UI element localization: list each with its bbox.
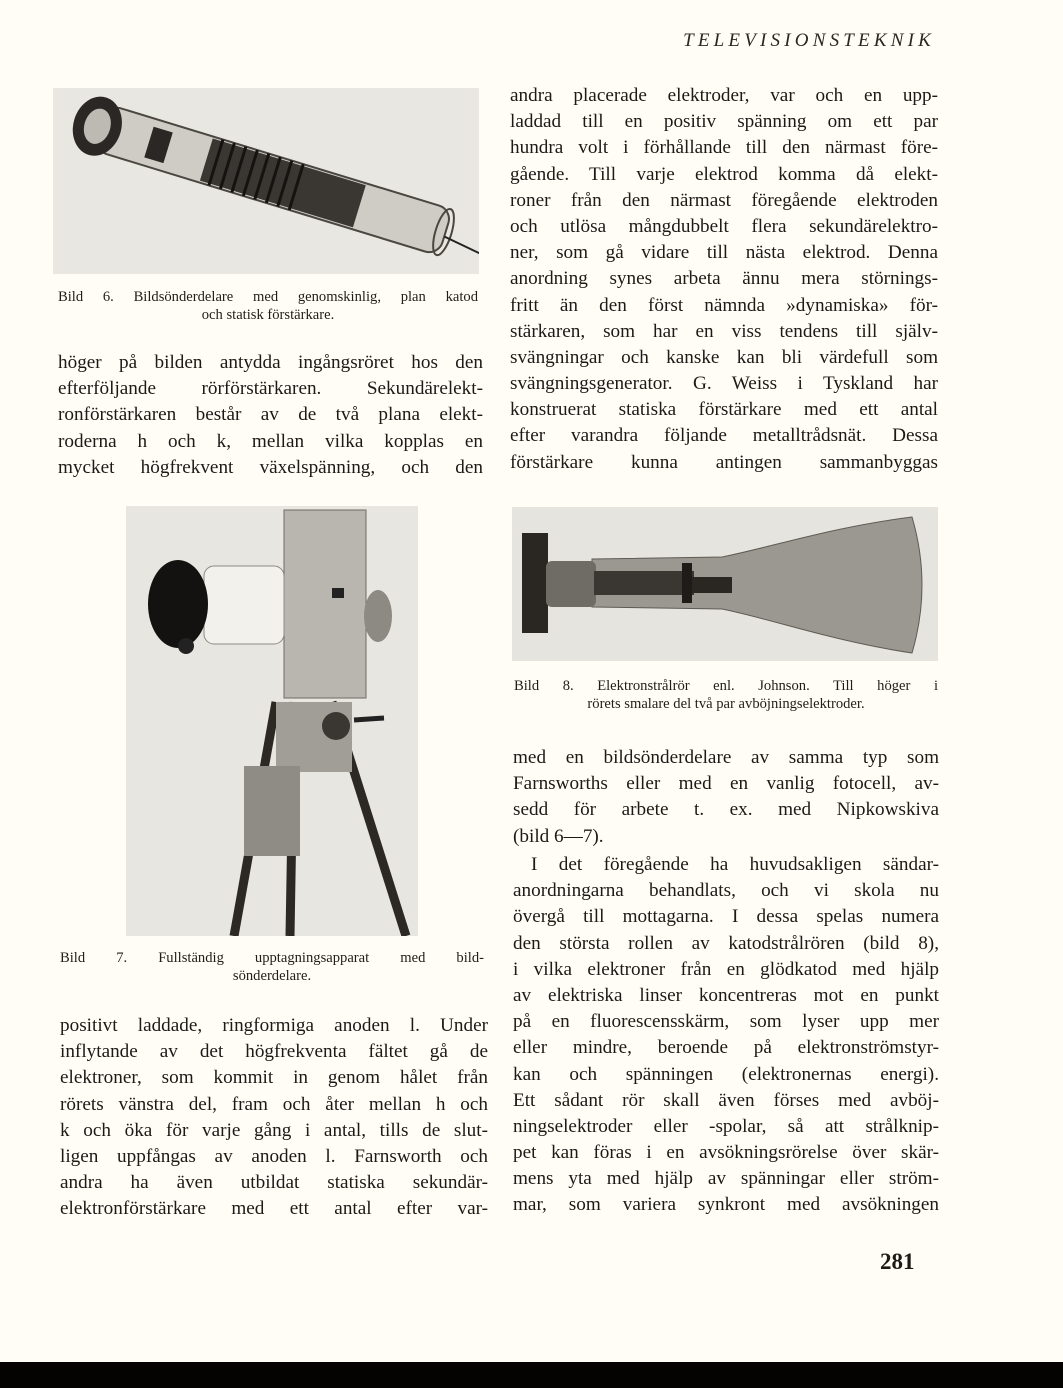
text-line: på en fluorescensskärm, som lyser upp mer — [513, 1011, 939, 1033]
right-column-text-block-2 — [513, 745, 939, 850]
page-number: 281 — [880, 1249, 915, 1274]
text-line: mycket högfrekvent växelspänning, och den — [58, 456, 483, 478]
text-line: Farnsworths eller med en vanlig fotocell, av- — [513, 773, 939, 795]
right-column-text-block-3 — [513, 852, 939, 1219]
text-line: fritt än den först nämnda »dynamiska» för- — [510, 294, 938, 316]
caption-line: Bild 6. Bildsönderdelare med genomskinlig, plan katod — [58, 289, 478, 305]
text-line: stärkaren, som har en viss tendens till själv- — [510, 320, 938, 342]
text-line: roner från den närmast föregående elektroden — [510, 189, 938, 211]
text-line: laddad till en positiv spänning om ett par — [510, 111, 938, 133]
text-line: konstruerat statiska förstärkare med ett antal — [510, 399, 938, 421]
text-line: inflytande av det högfrekventa fältet gå de — [60, 1041, 488, 1063]
text-line: anordningarna behandlats, och vi skola nu — [513, 880, 939, 902]
text-line: den största rollen av katodstrålrören (bild 8), — [513, 932, 939, 954]
text-line: ligen uppfångas av anoden l. Farnsworth och — [60, 1145, 488, 1167]
text-line: eller mindre, beroende på elektronströmstyr- — [513, 1037, 939, 1059]
text-line: kan och spänningen (elektronernas energi). — [513, 1063, 939, 1085]
caption-line: rörets smalare del två par avböjningselektroder. — [587, 695, 865, 712]
figure-bild-8-image — [512, 507, 938, 661]
text-line: förstärkare kunna antingen sammanbyggas — [510, 451, 938, 473]
text-line: (bild 6—7). — [513, 825, 604, 847]
camera-photo-icon — [126, 506, 418, 936]
text-line: av elektriska linser koncentreras mot en punkt — [513, 984, 939, 1006]
text-line: positivt laddade, ringformiga anoden l. Under — [60, 1015, 488, 1036]
figure-bild-6-image — [53, 88, 479, 274]
left-column-text-block-2 — [60, 1013, 488, 1223]
figure-bild-6-caption — [58, 289, 478, 324]
text-line: I det föregående ha huvudsakligen sändar- — [531, 854, 939, 875]
text-line: övergå till mottagarna. I dessa spelas numera — [513, 906, 939, 928]
running-header-title: TELEVISIONSTEKNIK — [683, 30, 935, 51]
text-line: andra placerade elektroder, var och en upp- — [510, 85, 938, 106]
right-column-text-block-1 — [510, 83, 938, 476]
text-line: gående. Till varje elektrod komma då elekt- — [510, 163, 938, 185]
caption-line: Bild 7. Fullständig upptagningsapparat med bild- — [60, 950, 484, 966]
text-line: roderna h och k, mellan vilka kopplas en — [58, 430, 483, 452]
text-line: ningselektroder eller -spolar, så att strålknip- — [513, 1115, 939, 1137]
figure-bild-7-image — [126, 506, 418, 936]
text-line: pet kan föras i en avsökningsrörelse över skär- — [513, 1142, 939, 1164]
text-line: elektroner, som kommit in genom hålet från — [60, 1067, 488, 1089]
scan-bottom-border — [0, 1362, 1063, 1388]
caption-line: Bild 8. Elektronstrålrör enl. Johnson. Till höger i — [514, 678, 938, 694]
text-line: mar, som variera synkront med avsökningen — [513, 1194, 939, 1216]
tube-photo-icon — [53, 88, 479, 274]
text-line: med en bildsönderdelare av samma typ som — [513, 747, 939, 768]
caption-line: sönderdelare. — [232, 967, 312, 984]
figure-bild-8-caption — [514, 678, 938, 713]
crt-photo-icon — [512, 507, 938, 661]
text-line: ronförstärkaren består av de två plana elekt- — [58, 404, 483, 426]
caption-line: och statisk förstärkare. — [201, 306, 335, 323]
text-line: Ett sådant rör skall även förses med avböj- — [513, 1089, 939, 1111]
text-line: sedd för arbete t. ex. med Nipkowskiva — [513, 799, 939, 821]
text-line: elektronförstärkare med ett antal efter var- — [60, 1198, 488, 1220]
text-line: mens yta med hjälp av spänningar eller ström- — [513, 1168, 939, 1190]
figure-bild-7-caption — [60, 950, 484, 985]
text-line: och utlösa mångdubbelt flera sekundärelektro- — [510, 215, 938, 237]
text-line: efterföljande rörförstärkaren. Sekundärelekt- — [58, 378, 483, 400]
text-line: andra ha även utbildat statiska sekundär- — [60, 1172, 488, 1194]
text-line: k och öka för varje gång i antal, tills de slut- — [60, 1119, 488, 1141]
text-line: höger på bilden antydda ingångsröret hos den — [58, 352, 483, 373]
text-line: svängningsgenerator. G. Weiss i Tyskland har — [510, 373, 938, 395]
text-line: svängningar och kanske kan bli värdefull som — [510, 346, 938, 368]
text-line: hundra volt i förhållande till den närmast före- — [510, 137, 938, 159]
text-line: anordning synes arbeta ännu mera störnings- — [510, 268, 938, 290]
text-line: rörets vänstra del, fram och åter mellan h och — [60, 1093, 488, 1115]
left-column-text-block-1 — [58, 350, 483, 481]
text-line: ner, som gå vidare till nästa elektrod. Denna — [510, 242, 938, 264]
text-line: i vilka elektroner från en glödkatod med hjälp — [513, 958, 939, 980]
text-line: efter varandra följande metalltrådsnät. Dessa — [510, 425, 938, 447]
